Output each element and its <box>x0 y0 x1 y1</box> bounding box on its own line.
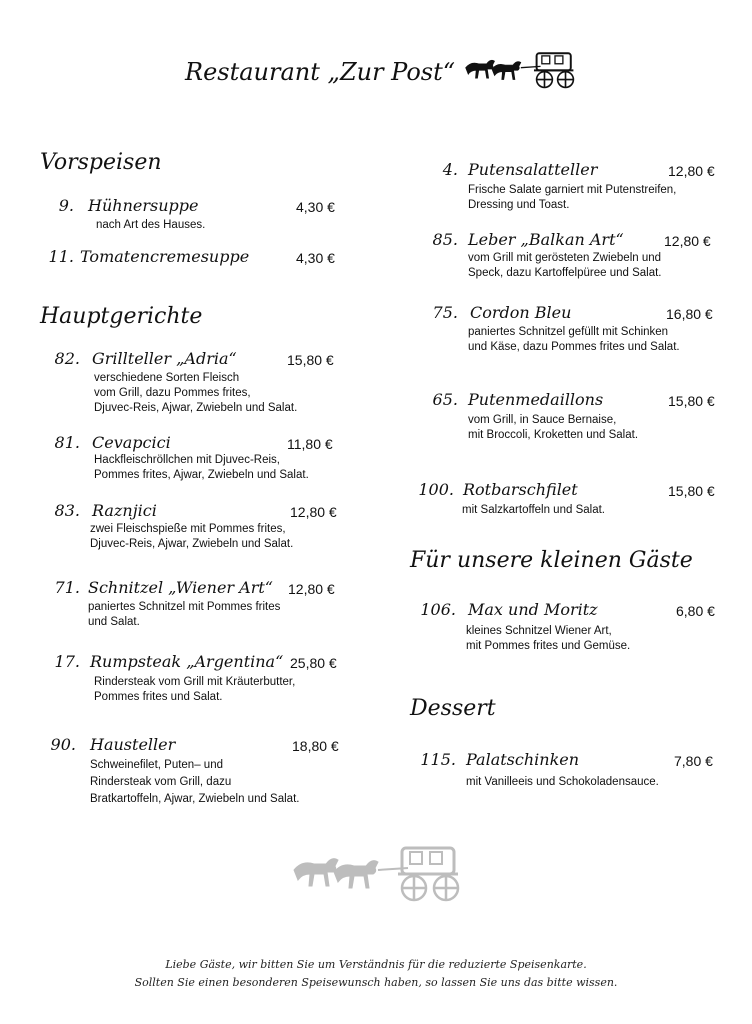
item-number: 83. <box>54 501 80 520</box>
item-price: 16,80 € <box>666 306 713 322</box>
item-price: 12,80 € <box>288 581 335 597</box>
item-price: 6,80 € <box>676 603 715 619</box>
item-number: 106. <box>420 600 456 619</box>
item-number: 81. <box>54 433 80 452</box>
item-price: 18,80 € <box>292 738 339 754</box>
item-description: kleines Schnitzel Wiener Art, mit Pommes frites und Gemüse. <box>466 625 631 652</box>
item-name: Cevapcici <box>92 433 171 452</box>
item-description: mit Vanilleeis und Schokoladensauce. <box>466 776 659 788</box>
item-description: paniertes Schnitzel mit Pommes frites und Salat. <box>88 601 281 628</box>
item-price: 12,80 € <box>668 163 715 179</box>
item-name: Putensalatteller <box>468 160 598 179</box>
item-description: Frische Salate garniert mit Putenstreifen, Dressing und Toast. <box>468 184 677 211</box>
item-number: 9. <box>58 196 74 215</box>
item-name: Grillteller „Adria“ <box>92 349 237 368</box>
item-description: mit Salzkartoffeln und Salat. <box>462 504 605 516</box>
item-name: Cordon Bleu <box>470 303 572 322</box>
page-title: Restaurant „Zur Post“ <box>185 58 456 86</box>
item-number: 115. <box>420 750 456 769</box>
item-price: 4,30 € <box>296 250 335 266</box>
item-price: 4,30 € <box>296 199 335 215</box>
item-number: 90. <box>50 735 76 754</box>
item-name: Schnitzel „Wiener Art“ <box>88 578 273 597</box>
item-description: Hackfleischröllchen mit Djuvec-Reis, Pommes frites, Ajwar, Zwiebeln und Salat. <box>94 454 309 481</box>
item-description: Schweinefilet, Puten– und Rindersteak vom Grill, dazu Bratkartoffeln, Ajwar, Zwiebeln und Salat. <box>90 759 300 805</box>
item-number: 17. <box>54 652 80 671</box>
section-kinder: Für unsere kleinen Gäste <box>410 548 693 573</box>
item-description: nach Art des Hauses. <box>96 219 206 231</box>
item-description: vom Grill mit gerösteten Zwiebeln und Speck, dazu Kartoffelpüree und Salat. <box>468 252 662 279</box>
item-description: vom Grill, in Sauce Bernaise, mit Broccoli, Kroketten und Salat. <box>468 414 639 441</box>
section-hauptgerichte: Hauptgerichte <box>40 304 203 329</box>
horse-carriage-icon <box>463 47 578 95</box>
item-price: 15,80 € <box>287 352 334 368</box>
item-name: Raznjici <box>92 501 157 520</box>
item-name: Tomatencremesuppe <box>80 247 250 266</box>
item-description: Rindersteak vom Grill mit Kräuterbutter, Pommes frites und Salat. <box>94 676 296 703</box>
item-price: 15,80 € <box>668 393 715 409</box>
item-description: paniertes Schnitzel gefüllt mit Schinken und Käse, dazu Pommes frites und Salat. <box>468 326 680 353</box>
item-price: 12,80 € <box>664 233 711 249</box>
item-number: 82. <box>54 349 80 368</box>
section-dessert: Dessert <box>410 696 496 721</box>
item-name: Rumpsteak „Argentina“ <box>90 652 284 671</box>
item-price: 11,80 € <box>287 436 333 452</box>
item-number: 71. <box>54 578 80 597</box>
footer-note-line-2: Sollten Sie einen besonderen Speisewunsch haben, so lassen Sie uns das bitte wissen. <box>134 976 618 989</box>
item-name: Leber „Balkan Art“ <box>468 230 624 249</box>
item-name: Hühnersuppe <box>88 196 199 215</box>
item-price: 12,80 € <box>290 504 337 520</box>
item-name: Hausteller <box>90 735 176 754</box>
item-description: zwei Fleischspieße mit Pommes frites, Djuvec-Reis, Ajwar, Zwiebeln und Salat. <box>90 523 294 550</box>
item-number: 65. <box>432 390 458 409</box>
item-price: 25,80 € <box>290 655 337 671</box>
item-name: Max und Moritz <box>468 600 598 619</box>
item-price: 7,80 € <box>674 753 713 769</box>
item-number: 75. <box>432 303 458 322</box>
item-name: Palatschinken <box>466 750 580 769</box>
item-name: Putenmedaillons <box>468 390 604 409</box>
item-number: 100. <box>418 480 454 499</box>
item-price: 15,80 € <box>668 483 715 499</box>
item-number: 85. <box>432 230 458 249</box>
item-number: 11. <box>48 247 74 266</box>
footer-note-line-1: Liebe Gäste, wir bitten Sie um Verständnis für die reduzierte Speisenkarte. <box>165 958 587 971</box>
section-vorspeisen: Vorspeisen <box>40 150 162 175</box>
horse-carriage-icon <box>290 840 465 910</box>
item-description: verschiedene Sorten Fleisch vom Grill, dazu Pommes frites, Djuvec-Reis, Ajwar, Zwiebeln und Salat. <box>94 372 298 414</box>
item-name: Rotbarschfilet <box>463 480 578 499</box>
item-number: 4. <box>442 160 458 179</box>
